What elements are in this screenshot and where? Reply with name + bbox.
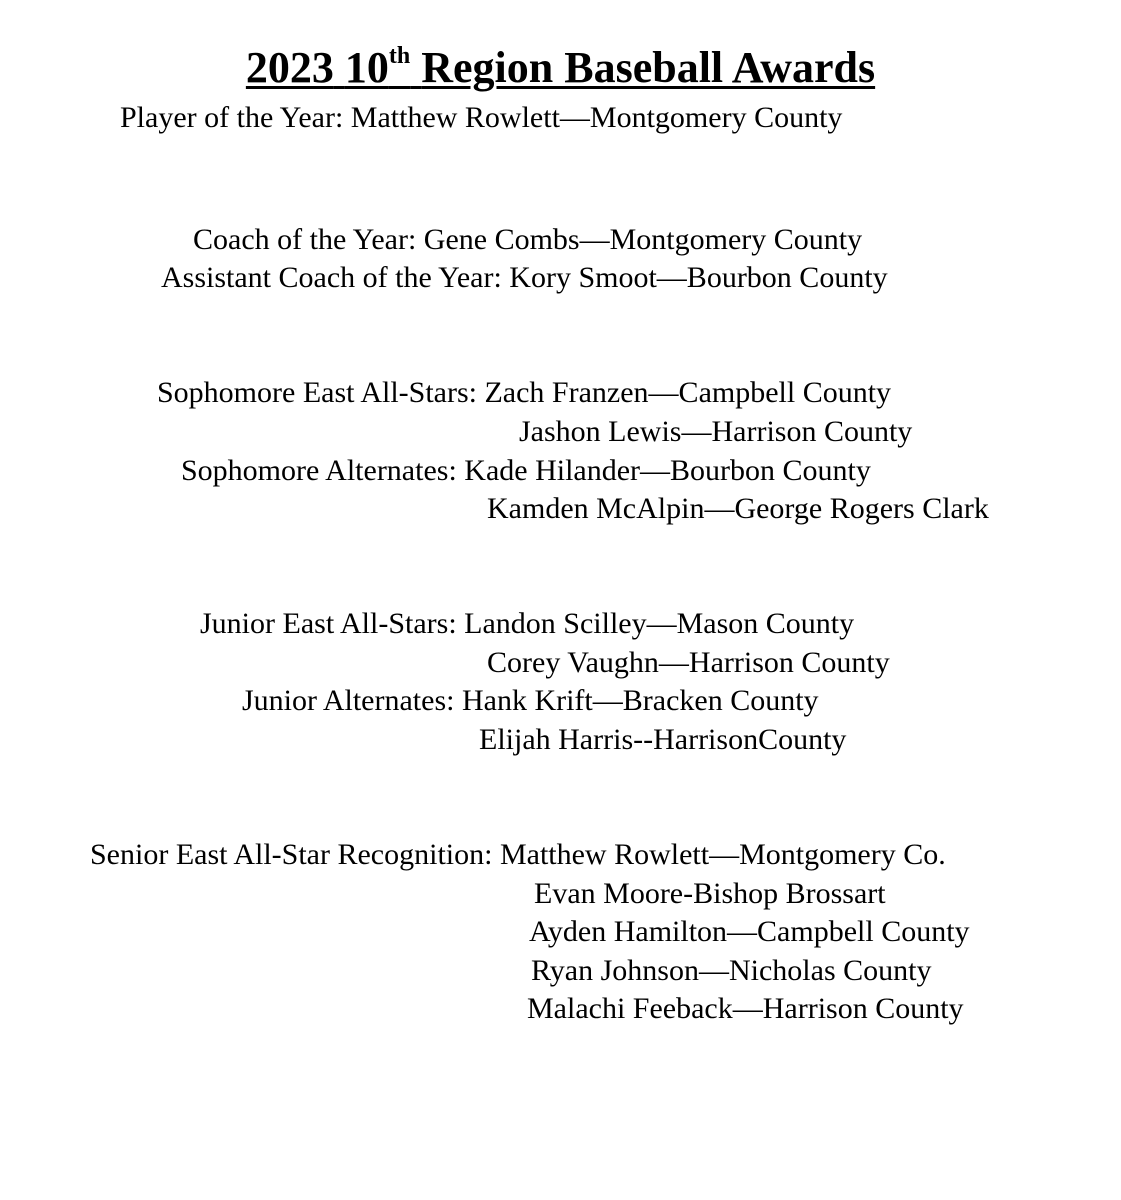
junior-alternates-line-1: Junior Alternates: Hank Krift—Bracken County	[242, 684, 819, 717]
page-title	[0, 40, 1121, 96]
title-year: 2023	[245, 43, 334, 92]
junior-allstars-line-1: Junior East All-Stars: Landon Scilley—Mason County	[200, 607, 855, 640]
coach-of-year: Coach of the Year: Gene Combs—Montgomery County	[193, 223, 863, 256]
junior-allstars-line-2: Corey Vaughn—Harrison County	[487, 646, 890, 679]
assistant-coach-of-year: Assistant Coach of the Year: Kory Smoot—Bourbon County	[161, 261, 888, 294]
junior-alternates-line-2: Elijah Harris--HarrisonCounty	[479, 723, 847, 756]
senior-recognition-line-1: Senior East All-Star Recognition: Matthew Rowlett—Montgomery Co.	[90, 838, 946, 871]
title-region-suffix: th	[388, 42, 411, 69]
sophomore-allstars-line-1: Sophomore East All-Stars: Zach Franzen—Campbell County	[157, 376, 892, 409]
player-of-year: Player of the Year: Matthew Rowlett—Montgomery County	[120, 101, 843, 134]
senior-recognition-item: Ryan Johnson—Nicholas County	[531, 954, 932, 987]
sophomore-allstars-line-2: Jashon Lewis—Harrison County	[519, 415, 913, 448]
senior-recognition-item: Malachi Feeback—Harrison County	[527, 992, 964, 1025]
title-rest: Region Baseball Awards	[421, 43, 876, 92]
sophomore-alternates-line-1: Sophomore Alternates: Kade Hilander—Bourbon County	[181, 454, 871, 487]
title-region-number: 10	[344, 43, 389, 92]
senior-recognition-item: Ayden Hamilton—Campbell County	[529, 915, 970, 948]
senior-recognition-item: Evan Moore-Bishop Brossart	[534, 877, 886, 910]
sophomore-alternates-line-2: Kamden McAlpin—George Rogers Clark	[487, 492, 989, 525]
